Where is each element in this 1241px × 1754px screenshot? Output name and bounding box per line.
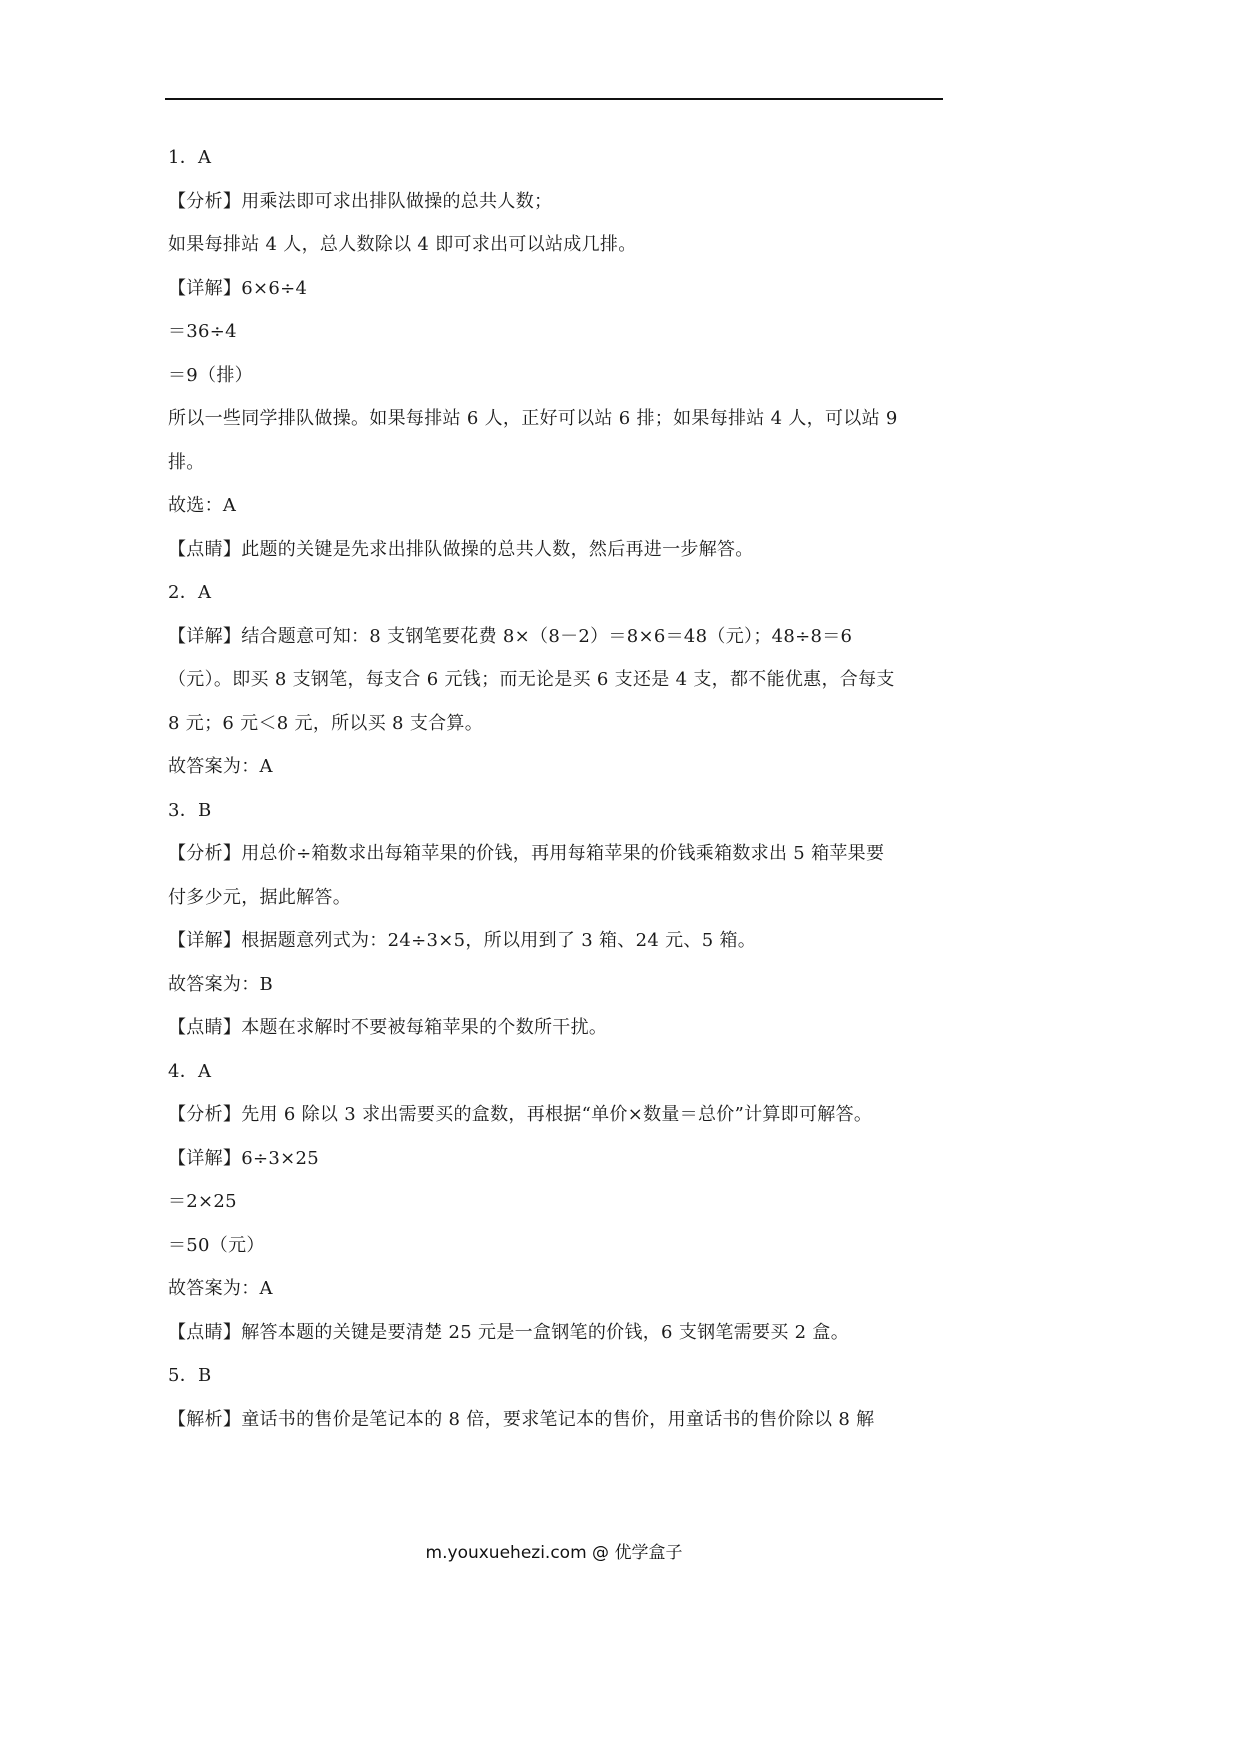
q2-detail-cont-2: 8 元；6 元＜8 元，所以买 8 支合算。 [168, 712, 484, 734]
q1-answer: 1．A [168, 147, 212, 168]
q4-choice: 故答案为：A [168, 1278, 273, 1299]
answer-content [168, 136, 928, 1441]
q1-choice: 故选：A [168, 495, 237, 516]
q2-choice: 故答案为：A [168, 756, 273, 777]
q4-step-2: ＝50（元） [168, 1234, 265, 1256]
q3-analysis-cont: 付多少元，据此解答。 [168, 886, 351, 908]
q1-step-2: ＝9（排） [168, 364, 253, 386]
q5-answer: 5．B [168, 1365, 212, 1386]
q5-analysis: 【解析】童话书的售价是笔记本的 8 倍，要求笔记本的售价，用童话书的售价除以 8 解 [168, 1408, 875, 1430]
q3-comment: 【点睛】本题在求解时不要被每箱苹果的个数所干扰。 [168, 1017, 608, 1038]
q2-detail-cont: （元）。即买 8 支钢笔，每支合 6 元钱；而无论是买 6 支还是 4 支，都不能优惠，合每支 [168, 669, 895, 690]
q3-choice: 故答案为：B [168, 973, 274, 995]
footer-watermark: m.youxuehezi.com @ 优学盒子 [425, 1543, 683, 1563]
q3-detail: 【详解】根据题意列式为：24÷3×5，所以用到了 3 箱、24 元、5 箱。 [168, 930, 757, 951]
q4-detail: 【详解】6÷3×25 [168, 1147, 319, 1169]
q1-comment: 【点睛】此题的关键是先求出排队做操的总共人数，然后再进一步解答。 [168, 538, 754, 560]
q4-step-1: ＝2×25 [168, 1191, 237, 1212]
q3-answer: 3．B [168, 799, 212, 821]
q4-analysis: 【分析】先用 6 除以 3 求出需要买的盒数，再根据“单价×数量＝总价”计算即可解答。 [168, 1104, 873, 1125]
q2-detail: 【详解】结合题意可知：8 支钢笔要花费 8×（8－2）＝8×6＝48（元）；48÷8＝6 [168, 625, 853, 647]
q4-answer: 4．A [168, 1060, 212, 1082]
q3-analysis: 【分析】用总价÷箱数求出每箱苹果的价钱，再用每箱苹果的价钱乘箱数求出 5 箱苹果要 [168, 843, 885, 864]
header-rule [165, 98, 943, 100]
q4-comment: 【点睛】解答本题的关键是要清楚 25 元是一盒钢笔的价钱，6 支钢笔需要买 2 盒。 [168, 1321, 850, 1343]
q1-analysis: 【分析】用乘法即可求出排队做操的总共人数； [168, 190, 553, 212]
q2-answer: 2．A [168, 582, 212, 603]
q1-detail: 【详解】6×6÷4 [168, 277, 308, 299]
q1-step-1: ＝36÷4 [168, 321, 237, 342]
q1-analysis-cont: 如果每排站 4 人，总人数除以 4 即可求出可以站成几排。 [168, 234, 637, 255]
q1-conclusion: 所以一些同学排队做操。如果每排站 6 人，正好可以站 6 排；如果每排站 4 人，可以站 9 [168, 408, 898, 429]
q1-conclusion-cont: 排。 [168, 451, 205, 473]
